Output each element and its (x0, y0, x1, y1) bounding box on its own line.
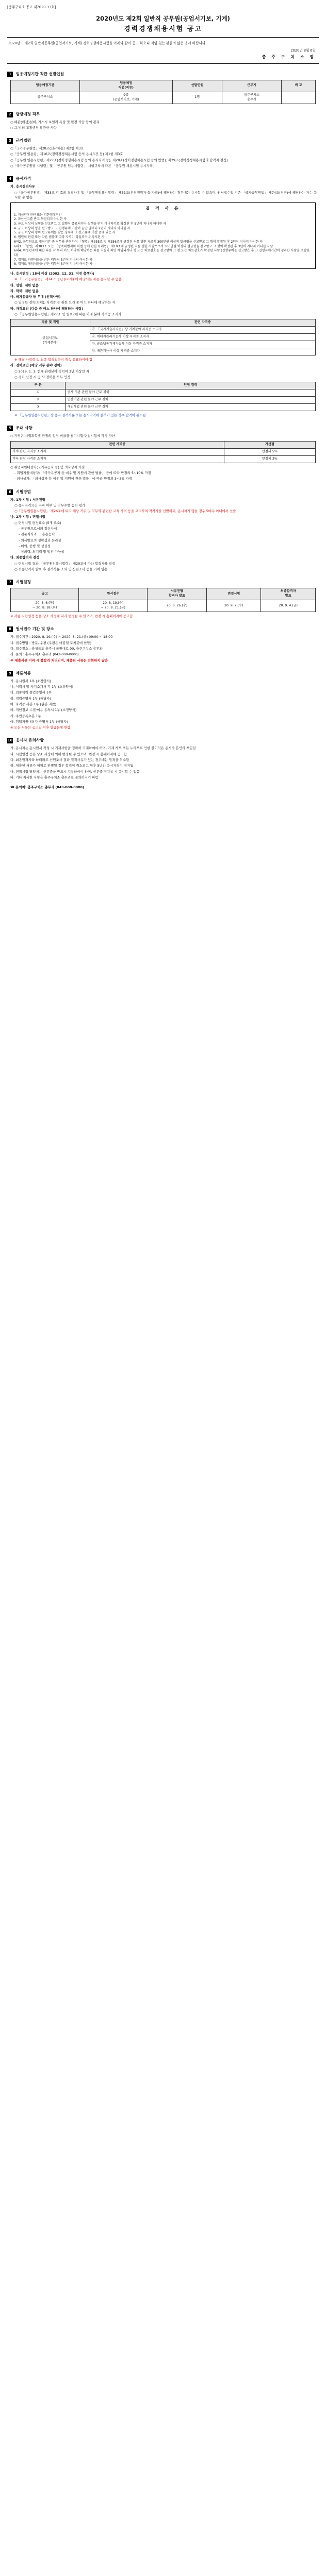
subsection-title: 사. 경력요건 (해당 직무 분야 경력) (10, 363, 62, 368)
table-cell (282, 92, 316, 104)
table-cell: 공업서기보 (기계분야) (11, 327, 90, 355)
note: ※ 각종 시험일정 등은 당소 사정에 따라 변경될 수 있으며, 변경 시 홈페이지에 공고함 (10, 614, 133, 619)
list-item: 6. 법원의 판결 또는 다른 법률에 따라 자격이 상실되거나 정지된 자 (14, 235, 105, 240)
paragraph: 나. 시험일정 등은 당소 사정에 의해 변경될 수 있으며, 변경 시 홈페이지에 공고함 (10, 752, 127, 756)
requirements-table (10, 319, 316, 355)
paragraph: 라. 제출된 서류가 허위로 판명될 경우 합격이 취소되고 향후 5년간 응시자격이 정지됨 (10, 764, 134, 768)
section-title: 제출서류 (15, 670, 31, 675)
table-cell: 20. 9. 2.(수) (207, 600, 261, 612)
subsection-title: 마. 국가유공자 등 우대 (선택사항) (10, 295, 61, 299)
table-cell: ① (11, 389, 66, 397)
subsection-title: 나. 응시연령 : 18세 이상 (2002. 12. 31. 이전 출생자) (10, 271, 94, 276)
subsection-title: 다. 최종합격자 결정 (10, 555, 40, 560)
list-item: 3. 금고 이상의 실형을 선고받고 그 집행이 종료되거나 집행을 받지 아니하기로 확정된 후 5년이 지나지 아니한 자 (14, 222, 167, 226)
paragraph: ○ 취업지원대상자(국가유공자 등) 및 의사상자 가점 (10, 465, 85, 469)
table-cell: 1명 (172, 92, 222, 104)
table-cell: 충주구치소 충주시 (222, 92, 282, 104)
section-title: 임용예정기관 직급 선발인원 (15, 71, 64, 76)
section-number: 1 (7, 72, 13, 77)
section-3-heading (7, 138, 319, 144)
table-header: 직종 및 직렬 (11, 319, 90, 327)
paragraph: 나. 접수방법 : 방문, 우편 (우편은 마감일 도착분에 한함) (10, 640, 92, 645)
paragraph: 다. 최종합격자라 하더라도 신원조사 결과 결격사유가 있는 경우에는 합격을 취소함 (10, 757, 129, 762)
positions-table (10, 80, 316, 104)
paragraph: ○ 일정한 경력(학력), 자격증 등 관련 요건 중 어느 하나에 해당하는 자 (14, 300, 116, 305)
paragraph: ○ 가점은 시험과목별 만점의 일정 비율을 필기시험·면접시험에 각각 가산 (10, 434, 115, 438)
table-cell: ② (11, 397, 66, 404)
section-1-heading (7, 71, 319, 77)
paragraph: ○「국가공무원법」 제33조 각 호의 결격사유 및 「공무원임용시험령」 제51조(부정행위자 등 자격)에 해당하는 경우에는 응시할 수 없으며, 원서접수일 기준 「국가공무원법」 제74조(정년)에 해당하는 자는 응시할 수 없음 (14, 190, 317, 199)
table-cell: 충주구치소 (11, 92, 80, 104)
section-9-heading (7, 670, 319, 676)
paragraph: 바. 개인정보 수집·이용 동의서 1부 (소정양식) (10, 708, 77, 713)
schedule-table (10, 588, 316, 612)
table-header: 구 분 (11, 382, 66, 389)
table-header: 서류전형 합격자 발표 (147, 588, 206, 600)
section-number: 4 (7, 176, 13, 182)
subsection-title: 나. 2차 시험 : 면접시험 (10, 515, 45, 519)
table-header: 가산점 (224, 441, 315, 448)
table-cell: 만점의 3% (224, 455, 315, 463)
section-4-heading (7, 176, 319, 182)
table-row (11, 404, 316, 411)
note: ※ 「국가공무원법」 제74조 정년 (60세) 에 해당되는 자는 응시할 수 없음 (14, 277, 122, 282)
table-header: 관련 자격증 (90, 319, 315, 327)
list-item: 6의2. 공무원으로 재직기간 중 직무와 관련하여 「형법」제355조 및 제356조에 규정된 죄를 범한 자로서 300만원 이상의 벌금형을 선고받고 그 형이 확정된 후 2년이 지나지 아니한 자 (14, 240, 263, 244)
section-number: 10 (7, 738, 13, 743)
list-item: 6의4. 미성년자에 대한 다음 각 목의 어느 하나에 해당하는 죄를 저질러 파면·해임되거나 형 또는 치료감호를 선고받아 그 형 또는 치료감호가 확정된 사람 (집행유예를 선고받은 후 그 집행유예기간이 경과한 사람을 포함한다) (14, 249, 310, 257)
paragraph: 다. 최종학력 졸업증명서 1부 (10, 690, 52, 695)
table-cell: 만점의 5% (224, 448, 315, 455)
table-cell: 가. 「국가기술자격법」상 기계분야 자격증 소지자 (90, 327, 315, 334)
table-cell: ③ (11, 404, 66, 411)
paragraph: - 전문지식과 그 응용능력 (19, 532, 55, 537)
paragraph: 마. 자격증 사본 1부 (원본 지참) (10, 702, 57, 706)
paragraph: 가. 접수기간 : 2020. 8. 19.(수) ~ 2020. 8. 21.(금) 09:00 ~ 18:00 (10, 635, 113, 639)
section-title: 근거법령 (15, 138, 31, 143)
table-header: 인정 경력 (66, 382, 316, 389)
table-cell: 기타 관련 자격증 소지자 (11, 455, 224, 463)
table-cell: 민간기업 관련 분야 근무 경력 (66, 397, 316, 404)
table-cell: 다. 공조냉동기계기능사 이상 자격증 소지자 (90, 341, 315, 348)
bonus-table (10, 441, 316, 463)
paragraph: 라. 경력증명서 1부 (해당자) (10, 696, 51, 701)
intro-text: 2020년도 제2회 일반직공무원(공업서기보, 기계) 경력경쟁채용시험을 아래와 같이 공고 하오니 적임 있는 분들의 많은 응시 바랍니다. (8, 41, 207, 46)
table-cell: 20. 8. 6.(목) ~ 20. 8. 18.(화) (11, 600, 79, 612)
paragraph: ○「공무원임용시험령」 제26조에 따라 해당 직위 및 직무와 관련한 교육·자격 등을 고려하여 적격자를 선발하되, 응시자가 많을 경우 5배수 이내에서 선발 (14, 509, 236, 514)
title-divider (7, 37, 319, 38)
table-row (11, 448, 316, 455)
paragraph: 나. 이력서 및 자기소개서 각 1부 (소정양식) (10, 685, 74, 689)
table-cell: 20. 8. 19.(수) ~ 20. 8. 21.(금) (79, 600, 147, 612)
section-title: 우대 사항 (15, 426, 32, 431)
section-6-heading (7, 489, 319, 495)
list-item: 1. 피성년후견인 또는 피한정후견인 (14, 213, 62, 217)
section-number: 6 (7, 489, 13, 495)
table-header: 관련 자격증 (11, 441, 224, 448)
table-header-row (11, 441, 316, 448)
page-title: 2020년도 제2회 일반직 공무원(공업서기보, 기계) (96, 14, 230, 22)
paragraph: ○ 2019. 1. 1. 현재 관련분야 경력이 3년 이상인 자 (14, 369, 89, 374)
table-header-row (11, 382, 316, 389)
table-header-row (11, 80, 316, 92)
table-row (11, 92, 316, 104)
section-8-heading (7, 626, 319, 632)
list-item: 5. 금고 이상의 형의 선고유예를 받은 경우에 그 선고유예 기간 중에 있는 자 (14, 231, 116, 235)
list-item: 7. 징계로 파면처분을 받은 때부터 5년이 지나지 아니한 자 (14, 258, 93, 262)
section-10-heading (7, 737, 319, 743)
subsection-title: 바. 자격요건 (다음 중 어느 하나에 해당하는 사람) (10, 306, 84, 311)
paragraph: 다. 접수장소 : 충청북도 충주시 국원대로 00, 충주구치소 총무과 (10, 647, 103, 651)
list-item: 4. 금고 이상의 형을 선고받고 그 집행유예 기간이 끝난 날부터 2년이 지나지 아니한 자 (14, 226, 131, 230)
law-item: ○「국가공무원법 시행령」및 「공무원 임용시험령」 시행규칙에 따른 「공무원 채용시험 응시자격」 (10, 164, 156, 168)
paragraph: - 의사상자: 「의사상자 등 예우 및 지원에 관한 법률」에 따라 만점의 3~5% 가점 (14, 477, 132, 481)
table-cell: 개인사업 관련 분야 근무 경력 (66, 404, 316, 411)
paragraph: - 의사발표의 정확성과 논리성 (19, 538, 61, 543)
paragraph: 라. 문의 : 충주구치소 총무과 (043-000-0000) (10, 652, 79, 657)
section-number: 2 (7, 112, 13, 117)
table-row (11, 397, 316, 404)
section-7-heading (7, 579, 319, 585)
career-table (10, 382, 316, 411)
section-2-heading (7, 111, 319, 117)
notice-date: 2020년 8월 6일 (290, 48, 316, 53)
table-cell: 20. 9. 4.(금) (261, 600, 316, 612)
subsection-title: 다. 성별: 제한 없음 (10, 283, 39, 287)
paragraph: - 창의력, 의지력 및 발전 가능성 (19, 550, 64, 554)
table-cell: 공사 기관 관련 분야 근무 경력 (66, 389, 316, 397)
section-5-heading (7, 425, 319, 431)
table-cell: 9급 (공업서기보, 기계) (79, 92, 172, 104)
list-item: 8. 징계로 해임처분을 받은 때부터 3년이 지나지 아니한 자 (14, 262, 93, 266)
section-title: 원서접수 기간 및 장소 (15, 626, 54, 632)
subsection-title: 라. 학력: 제한 없음 (10, 289, 39, 293)
section-number: 8 (7, 626, 13, 632)
law-item: ○「공무원 임용시험령」제27조(경력경쟁채용시험 등의 응시자격 등), 제28조(경력경쟁채용시험 등의 방법), 제29조(경력경쟁채용시험의 합격자 결정) (10, 158, 228, 162)
section-number: 9 (7, 671, 13, 676)
table-header: 최종합격자 발표 (261, 588, 316, 600)
list-item: 2. 파산선고를 받고 복권되지 아니한 자 (14, 217, 67, 222)
paragraph: ○ 면접시험 평정요소 (5개 요소) (14, 520, 61, 525)
table-row (11, 455, 316, 463)
table-cell: 라. 배관기능사 이상 자격증 소지자 (90, 348, 315, 355)
law-item: ○「공무원 임용령」제16조(경력경쟁채용시험 등의 응시요건 등) 제1항 제3호 (10, 152, 123, 157)
paragraph: 바. 기타 자세한 사항은 충주구치소 총무과로 문의하시기 바람 (10, 775, 99, 779)
section-title: 응시자 유의사항 (15, 738, 44, 743)
duty-item: ○ 그 밖의 교정행정에 관한 사항 (10, 125, 57, 130)
note: ※ 해당 자격증 및 최종 합격일까지 계속 유효하여야 함 (14, 358, 93, 362)
law-item: ○「국가공무원법」제28조(신규채용) 제2항 제3호 (10, 146, 84, 151)
list-item: 6의3. 「형법」제303조 또는 「성폭력범죄의 처벌 등에 관한 특례법」 제10조에 규정된 죄를 범한 사람으로서 300만원 이상의 벌금형을 선고받고 그 형이 확정된 후 3년이 지나지 아니한 사람 (14, 244, 273, 248)
paragraph: ○ 「공무원임용시험령」제27조 및 별표7에 따른 아래 분야 자격증 소지자 (14, 312, 122, 316)
paragraph: - 공무원으로서의 정신자세 (19, 526, 57, 531)
table-header: 임용예정기관 (11, 80, 80, 92)
table-header: 선발인원 (172, 80, 222, 92)
paragraph: 사. 주민등록초본 1부 (10, 714, 41, 718)
table-cell: 나. 에너지관리기능사 이상 자격증 소지자 (90, 334, 315, 341)
paragraph: ○ 경력 산정 시 공·사 경력은 모두 인정 (14, 375, 71, 379)
notice-number: [충주구치소 공고 제2020-33호] (7, 5, 56, 9)
section-title: 시험일정 (15, 580, 31, 585)
table-header-row (11, 319, 316, 327)
paragraph: ○ 응시자격요건 구비 여부 및 직무수행 능력 평가 (14, 503, 86, 507)
table-header: 면접시험 (207, 588, 261, 600)
paragraph: 마. 면접시험 당일에는 신분증을 반드시 지참하여야 하며, 신분증 미지참 시 응시할 수 없음 (10, 769, 140, 774)
table-header: 원서접수 (79, 588, 147, 600)
note: ※ 제출서류 미비 시 불합격 처리되며, 제출된 서류는 반환하지 않음 (10, 658, 108, 663)
duty-item: ○ 배관(위생)설비, 가스시 보일러 옥상 및 환경 기압 등의 관리 (10, 120, 100, 124)
section-number: 5 (7, 426, 13, 431)
paragraph: ○ 면접시험 결과 「공무원임용시험령」 제29조에 따라 합격자를 결정 (14, 561, 116, 566)
table-header: 임용예정 직렬(직류) (79, 80, 172, 92)
section-title: 담당예정 직무 (15, 111, 40, 116)
table-header: 근무지 (222, 80, 282, 92)
box-title: 결 격 사 유 (145, 206, 181, 211)
notice-page (7, 0, 319, 797)
table-row (11, 600, 316, 612)
paragraph: 가. 응시자는 응시원서 작성 시 기재사항을 정확히 기재하여야 하며, 기재 착오 또는 누락으로 인한 불이익은 응시자 본인의 책임임 (10, 746, 196, 751)
paragraph: 아. 취업지원대상자 증명서 1부 (해당자) (10, 719, 68, 724)
subsection-title: 가. 응시결격사유 (10, 184, 35, 189)
table-header: 공고 (11, 588, 79, 600)
note: ※ 모든 서류는 공고일 이후 발급분에 한함 (10, 725, 71, 730)
section-title: 응시자격 (15, 176, 31, 181)
note: ※ 「공무원임용시험령」상 응시 결격사유 또는 응시자격에 결격이 있는 경우 합격이 취소됨 (14, 413, 146, 418)
table-cell: 기계 관련 자격증 소지자 (11, 448, 224, 455)
paragraph: ○ 최종합격자 발표 후 결격사유 조회 및 신원조사 등을 거쳐 임용 (14, 567, 108, 571)
table-header: 비 고 (282, 80, 316, 92)
paragraph: 가. 응시원서 1부 (소정양식) (10, 679, 51, 683)
section-number: 7 (7, 580, 13, 585)
contact-info: ☎ 문의처: 충주구치소 총무과 (043-000-0000) (10, 785, 84, 790)
disqualification-box (10, 202, 316, 269)
issuing-org: 충 주 구 치 소 장 (262, 55, 316, 60)
table-header-row (11, 588, 316, 600)
page-subtitle: 경력경쟁채용시험 공고 (123, 25, 203, 33)
header-divider (7, 63, 319, 64)
table-row (11, 327, 316, 334)
paragraph: - 취업지원대상자: 「국가유공자 등 예우 및 지원에 관한 법률」 등에 따라 만점의 5~10% 가점 (14, 471, 151, 475)
paragraph: - 예의, 품행 및 성실성 (19, 544, 51, 548)
section-title: 시험방법 (15, 489, 31, 494)
table-cell: 20. 8. 26.(수) (147, 600, 206, 612)
section-number: 3 (7, 138, 13, 144)
subsection-title: 가. 1차 시험 : 서류전형 (10, 497, 45, 502)
table-row (11, 389, 316, 397)
